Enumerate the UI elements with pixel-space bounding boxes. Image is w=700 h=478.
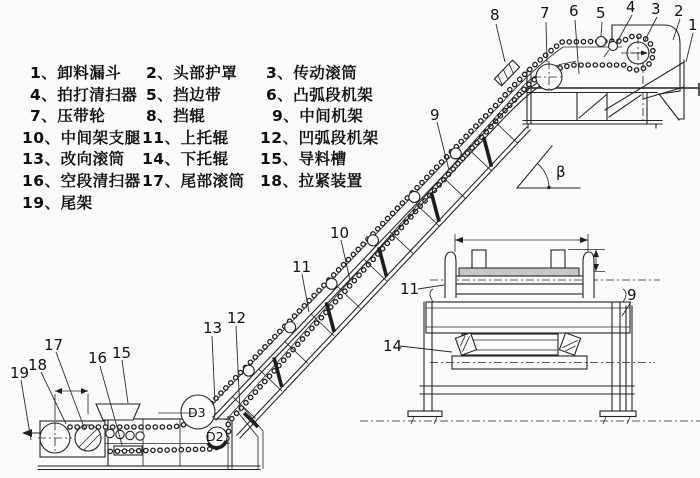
return-belt-run	[452, 356, 587, 369]
legend-item-18: 18、拉紧装置	[260, 172, 363, 190]
callout-9-xsec: 9	[627, 286, 637, 304]
callout-10: 10	[330, 224, 350, 242]
cleat-block	[472, 250, 486, 268]
callout-16: 16	[88, 349, 108, 367]
impact-roller	[126, 431, 134, 439]
legend-item-9: 9、中间机架	[272, 107, 364, 125]
legend-item-11: 11、上托辊	[142, 129, 229, 147]
impact-roller	[136, 432, 144, 440]
legend-item-6: 6、凸弧段机架	[266, 86, 374, 104]
upper-idler	[409, 191, 420, 202]
callout-5-leader	[601, 22, 602, 36]
upper-belt-run	[452, 284, 587, 294]
callout-3: 3	[651, 0, 661, 18]
callout-7: 7	[540, 4, 550, 22]
angle-beta	[517, 146, 580, 189]
upper-idler	[450, 148, 461, 159]
foot-plate-left	[408, 411, 442, 417]
head-frame-bottom	[523, 121, 662, 125]
cross-section-view	[360, 234, 700, 424]
impact-roller	[106, 429, 114, 437]
callout-15-leader	[122, 360, 128, 403]
callout-11-incline: 11	[292, 258, 312, 276]
callout-2: 2	[674, 2, 684, 20]
callout-5: 5	[596, 4, 606, 22]
callout-8-leader	[496, 24, 505, 62]
legend-item-12: 12、凹弧段机架	[260, 129, 379, 147]
support-brace	[431, 192, 439, 221]
cleat-block	[551, 250, 565, 268]
legend-item-1: 1、卸料漏斗	[30, 64, 122, 82]
callout-11-xsec-leader	[418, 285, 444, 289]
legend-item-17: 17、尾部滚筒	[142, 172, 245, 190]
frame-rung	[442, 176, 465, 198]
callout-13: 13	[203, 319, 223, 337]
legend-item-4: 4、拍打清扫器	[30, 86, 138, 104]
callout-4: 4	[626, 0, 636, 16]
upper-idler	[243, 365, 254, 376]
callout-14-xsec: 14	[383, 337, 403, 355]
main-frame-beam	[426, 302, 630, 333]
callout-1: 1	[688, 16, 698, 34]
callout-14-xsec-leader	[400, 346, 452, 352]
legend	[22, 63, 379, 212]
legend-item-3: 3、传动滚筒	[266, 64, 358, 82]
callout-17: 17	[44, 336, 64, 354]
side-idler-right	[559, 333, 580, 355]
edge-roller-left	[445, 252, 456, 298]
legend-item-10: 10、中间架支腿	[22, 129, 141, 147]
lower-idler-frame	[462, 334, 558, 355]
foot-plate-right	[600, 411, 636, 417]
legend-item-15: 15、导料槽	[260, 150, 347, 168]
pulley-label-d3: D3	[188, 405, 206, 420]
bottom-rail	[420, 386, 634, 394]
legend-item-16: 16、空段清扫器	[22, 172, 141, 190]
support-brace	[379, 247, 387, 276]
callout-19-leader	[21, 380, 31, 440]
callout-19: 19	[10, 364, 30, 382]
callout-12: 12	[227, 309, 247, 327]
legend-item-7: 7、压带轮	[30, 107, 106, 125]
upper-idler	[367, 235, 378, 246]
legend-item-8: 8、挡辊	[146, 107, 206, 125]
callout-8: 8	[490, 6, 500, 24]
frame-rung	[495, 121, 518, 143]
guide-chute	[96, 404, 140, 420]
upper-idler	[326, 278, 337, 289]
legend-item-14: 14、下托辊	[142, 150, 229, 168]
callout-6: 6	[569, 2, 579, 20]
callout-13-leader	[212, 336, 215, 403]
frame-rung	[390, 231, 413, 253]
upper-idler	[285, 322, 296, 333]
callout-1-leader	[686, 33, 693, 62]
callout-18-leader	[41, 372, 66, 424]
legend-item-5: 5、挡边带	[146, 86, 222, 104]
support-brace	[484, 137, 492, 166]
callout-11-xsec: 11	[400, 280, 420, 298]
legend-item-19: 19、尾架	[22, 194, 93, 212]
callout-9-incline: 9	[430, 106, 440, 124]
pulley-label-d2: D2	[206, 429, 224, 444]
tail-frame-base	[38, 466, 260, 470]
angle-beta-label: β	[556, 163, 566, 181]
belt-cleat	[596, 37, 606, 47]
callout-3-leader	[644, 17, 657, 42]
legend-item-2: 2、头部护罩	[146, 64, 238, 82]
belt-top-plate	[459, 268, 579, 276]
edge-roller-right	[583, 252, 594, 298]
legend-item-13: 13、改向滚筒	[22, 150, 125, 168]
bend-pulleys	[158, 395, 227, 448]
callout-18: 18	[28, 356, 48, 374]
callout-15: 15	[112, 344, 132, 362]
